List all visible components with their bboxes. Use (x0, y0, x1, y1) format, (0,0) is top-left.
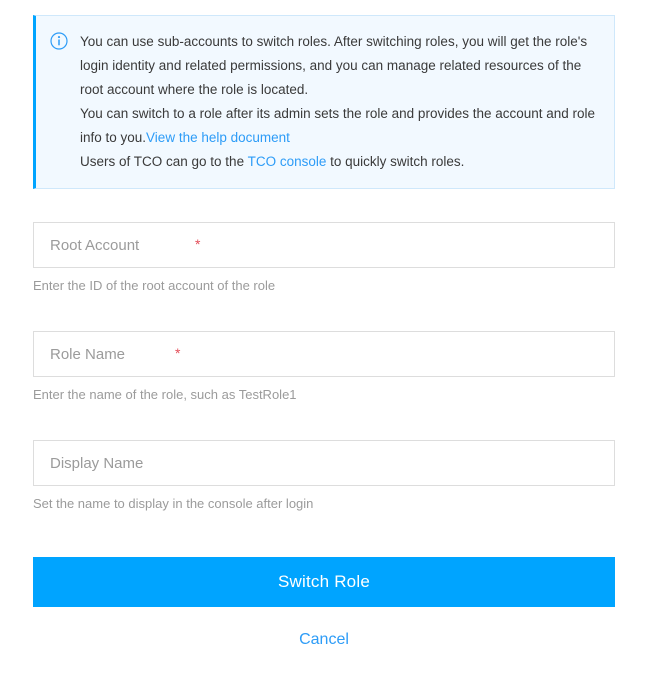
display-name-hint: Set the name to display in the console after login (33, 496, 314, 511)
form-spacer-1 (33, 295, 615, 331)
cancel-button[interactable]: Cancel (33, 630, 615, 650)
field-root-account (33, 222, 615, 295)
field-display-name (33, 440, 615, 513)
notice-line-3-prefix: Users of TCO can go to the (80, 154, 248, 169)
root-account-required-marker: * (195, 236, 201, 252)
form-spacer-2 (33, 404, 615, 440)
notice-line-1: You can use sub-accounts to switch roles. After switching roles, you will get the role's login identity and related permissions, and you can manage related resources of the root account where the role is located. (80, 34, 588, 97)
role-name-input[interactable] (34, 332, 614, 376)
info-notice-text (80, 30, 598, 174)
switch-role-form (33, 222, 615, 513)
notice-line-3-suffix: to quickly switch roles. (326, 154, 465, 169)
tco-console-link[interactable]: TCO console (247, 154, 327, 169)
notice-line-2 (80, 102, 598, 150)
root-account-hint: Enter the ID of the root account of the role (33, 278, 276, 293)
role-name-required-marker: * (175, 345, 181, 361)
display-name-input-wrap[interactable] (33, 440, 615, 486)
root-account-input[interactable] (34, 223, 614, 267)
info-notice (33, 15, 615, 189)
notice-line-2-text: You can switch to a role after its admin sets the role and provides the account and role info to you. (80, 106, 596, 145)
field-role-name (33, 331, 615, 404)
switch-role-button[interactable]: Switch Role (33, 557, 615, 607)
root-account-input-wrap[interactable] (33, 222, 615, 268)
display-name-input[interactable] (34, 441, 614, 485)
notice-line-3 (80, 150, 598, 174)
role-name-input-wrap[interactable] (33, 331, 615, 377)
info-circle-icon (50, 32, 68, 50)
help-document-link[interactable]: View the help document (146, 130, 290, 145)
role-name-hint: Enter the name of the role, such as TestRole1 (33, 387, 297, 402)
